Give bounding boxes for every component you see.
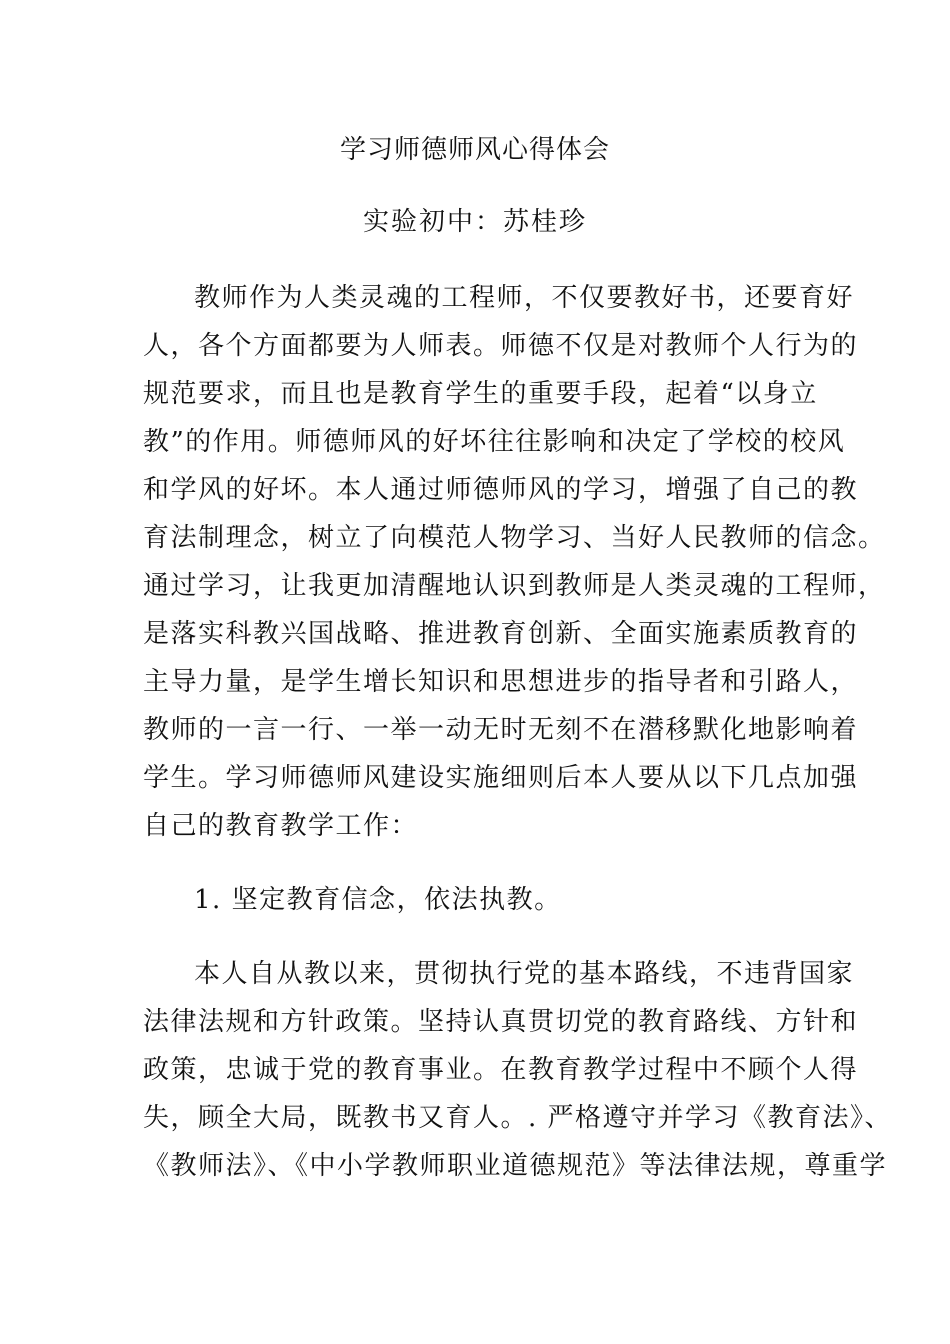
paragraph-line: 《教师法》、《中小学教师职业道德规范》等法律法规，尊重学 xyxy=(143,1151,888,1181)
paragraph-line: 主导力量，是学生增长知识和思想进步的指导者和引路人， xyxy=(143,667,859,697)
paragraph-line: 和学风的好坏。本人通过师德师风的学习，增强了自己的教 xyxy=(143,475,859,505)
paragraph-line: 自己的教育教学工作： xyxy=(143,811,419,841)
paragraph-line: 通过学习，让我更加清醒地认识到教师是人类灵魂的工程师， xyxy=(143,571,886,601)
paragraph-line: 教师作为人类灵魂的工程师，不仅要教好书，还要育好 xyxy=(194,283,855,313)
paragraph-line: 人，各个方面都要为人师表。师德不仅是对教师个人行为的 xyxy=(143,331,859,361)
paragraph-line: 育法制理念，树立了向模范人物学习、当好人民教师的信念。 xyxy=(143,523,886,553)
paragraph-line: 教师的一言一行、一举一动无时无刻不在潜移默化地影响着 xyxy=(143,715,859,745)
paragraph-line: 政策，忠诚于党的教育事业。在教育教学过程中不顾个人得 xyxy=(143,1055,859,1085)
paragraph-line: 规范要求，而且也是教育学生的重要手段，起着“以身立 xyxy=(143,379,818,409)
section-heading: 1. 坚定教育信念，依法执教。 xyxy=(194,885,562,915)
paragraph-line: 本人自从教以来，贯彻执行党的基本路线，不违背国家 xyxy=(194,959,855,989)
paragraph-line: 失，顾全大局，既教书又育人。. 严格遵守并学习《教育法》、 xyxy=(143,1103,893,1133)
paragraph-line: 学生。学习师德师风建设实施细则后本人要从以下几点加强 xyxy=(143,763,859,793)
paragraph-line: 教”的作用。师德师风的好坏往往影响和决定了学校的校风 xyxy=(143,427,846,457)
paragraph-line: 是落实科教兴国战略、推进教育创新、全面实施素质教育的 xyxy=(143,619,859,649)
paragraph-line: 法律法规和方针政策。坚持认真贯切党的教育路线、方针和 xyxy=(143,1007,859,1037)
document-title: 学习师德师风心得体会 xyxy=(339,135,610,165)
document-author: 实验初中：苏桂珍 xyxy=(362,207,587,237)
